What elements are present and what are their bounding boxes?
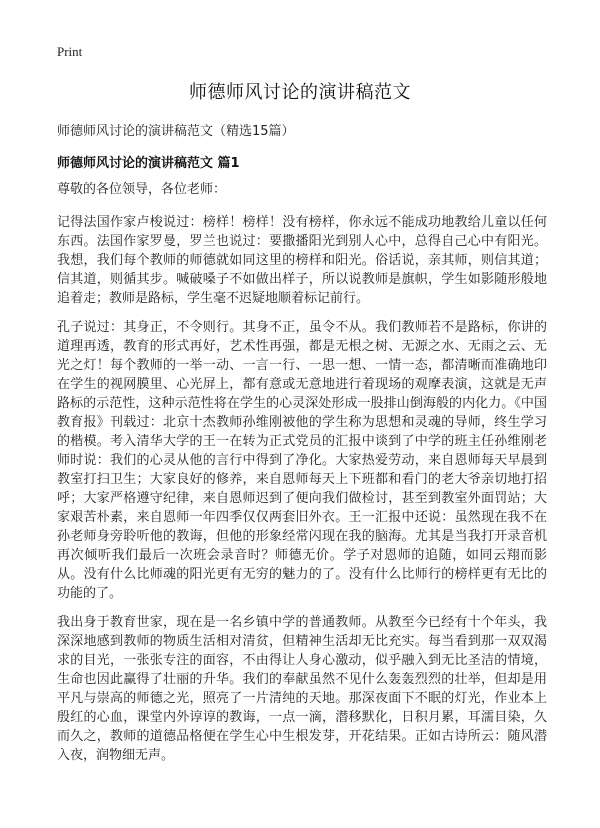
section-heading: 师德师风讨论的演讲稿范文 篇1: [57, 156, 240, 171]
document-subtitle: 师德师风讨论的演讲稿范文（精选15篇）: [57, 124, 295, 139]
paragraph-1: 记得法国作家卢梭说过：榜样！榜样！没有榜样，你永远不能成功地教给儿童以任何东西。法国作家罗曼，罗兰也说过：要撒播阳光到别人心中，总得自己心中有阳光。我想，我们每个教师的师德就如同这里的榜样和阳光。俗话说，亲其师，则信其道；信其道，则循其步。喊破嗓子不如做出样子，所以说教师是旗帜，学生如影随形般地追着走；教师是路标，学生毫不迟疑地顺着标记前行。: [57, 215, 547, 306]
print-link[interactable]: Print: [57, 44, 83, 59]
article-body: [57, 180, 547, 775]
paragraph-2: 孔子说过：其身正，不令则行。其身不正，虽令不从。我们教师若不是路标，你讲的道理再透，教育的形式再好，艺术性再强，都是无根之树、无源之水、无雨之云、无光之灯！每个教师的一举一动、一言一行、一思一想、一情一态，都清晰而准确地印在学生的视网膜里、心光屏上，都有意或无意地进行着现场的观摩表演，这就是无声路标的示范性，这种示范性将在学生的心灵深处形成一股排山倒海般的内化力。《中国教育报》刊载过：北京十杰教师孙维刚被他的学生称为思想和灵魂的导师，终生学习的楷模。考入清华大学的王一在转为正式党员的汇报中谈到了中学的班主任孙维刚老师时说：我们的心灵从他的言行中得到了净化。大家热爱劳动，来自恩师每天早晨到教室打扫卫生；大家良好的修养，来自恩师每天上下班都和看门的老大爷亲切地打招呼；大家严格遵守纪律，来自恩师迟到了便向我们做检讨，甚至到教室外面罚站；大家艰苦朴素，来自恩师一年四季仅仅两套旧外衣。王一汇报中还说：虽然现在我不在孙老师身旁聆听他的教诲，但他的形象经常闪现在我的脑海。尤其是当我打开录音机再次倾听我们最后一次班会录音时？师德无价。学子对恩师的追随，如同云翔而影从。没有什么比师魂的阳光更有无穷的魅力的了。没有什么比师行的榜样更有无比的功能的了。: [57, 320, 547, 601]
greeting-line: 尊敬的各位领导，各位老师：: [57, 182, 227, 197]
page-title: 师德师风讨论的演讲稿范文: [189, 82, 411, 103]
paragraph-3: 我出身于教育世家，现在是一名乡镇中学的普通教师。从教至今已经有十个年头，我深深地感到教师的物质生活相对清贫，但精神生活却无比充实。每当看到那一双双渴求的目光，一张张专注的面容，不由得让人身心激动，似乎融入到无比圣洁的情境，生命也因此赢得了壮丽的升华。我们的奉献虽然不见什么轰轰烈烈的壮举，但却是用平凡与崇高的师德之光，照亮了一片清纯的天地。那深夜面下不眠的灯光，作业本上殷红的心血，课堂内外谆谆的教诲，一点一滴，潜移默化，日积月累，耳濡目染，久而久之，教师的道德品格便在学生心中生根发芽，开花结果。正如古诗所云：随风潜入夜，润物细无声。: [57, 615, 547, 763]
